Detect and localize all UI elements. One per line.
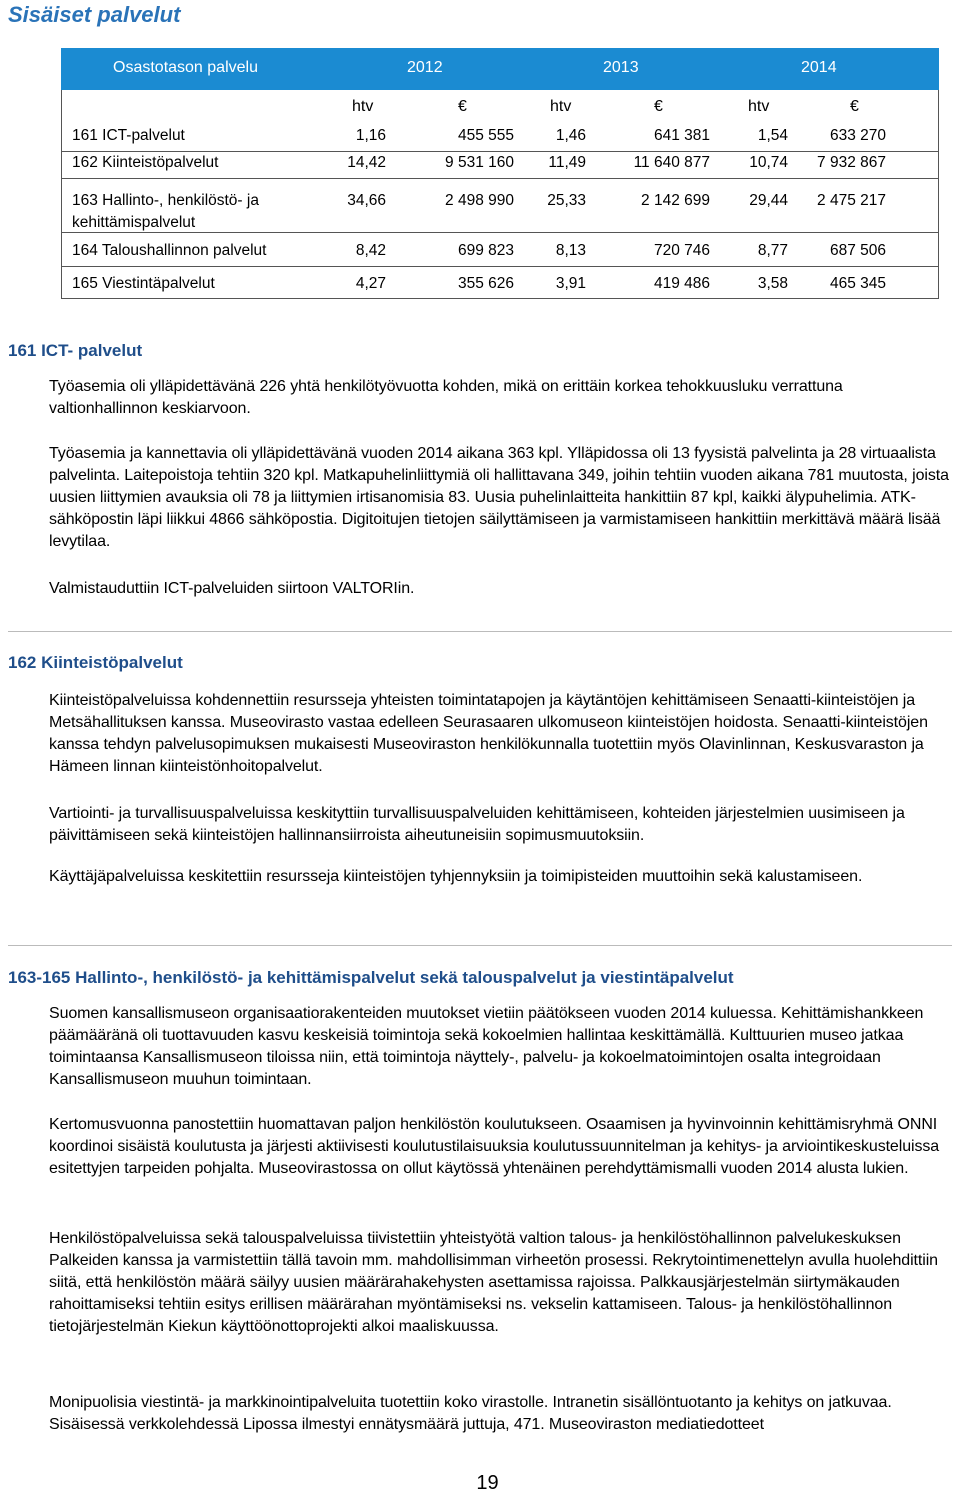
paragraph: Valmistauduttiin ICT-palveluiden siirtoon VALTORIin.: [49, 580, 415, 597]
cell-eur-2013: 641 381: [653, 127, 710, 144]
paragraph: Kiinteistöpalveluissa kohdennettiin resursseja yhteisten toimintatapojen ja käytäntöjen kehittämiseen Senaatti-kiinteistöjen ja Metsähallituksen kanssa. Museovirasto vastaa edelleen Seurasaaren ulkomuseon kiinteistöjen hoidosta. Senaatti-kiinteistöjen kanssa tehdyn palvelusopimuksen mukaisesti Museoviraston henkilökunnalla tuotettiin myös Olavinlinnan, Keskusvaraston ja Hämeen linnan kiinteistönhoitopalvelut.: [49, 692, 928, 775]
row-name: 165 Viestintäpalvelut: [72, 275, 215, 292]
paragraph: Kertomusvuonna panostettiin huomattavan paljon henkilöstön koulutukseen. Osaamisen ja hyvinvoinnin kehittämisryhmä ONNI koordinoi sisäistä koulutusta ja järjesti aktiivisesti koulutustilaisuuksia koulutussuunnitelman ja kehitys- ja arviointikeskusteluissa esitettyjen tarpeiden pohjalta. Museovirastossa on ollut käytössä yhtenäinen perehdyttämismalli vuoden 2014 alusta lukien.: [49, 1116, 940, 1177]
cell-eur-2014: 465 345: [829, 275, 886, 292]
unit-htv-2012: htv: [352, 98, 374, 115]
row-name: 164 Taloushallinnon palvelut: [72, 242, 267, 259]
cell-htv-2013: 3,91: [555, 275, 586, 292]
unit-eur-2013: €: [654, 98, 663, 115]
paragraph: Käyttäjäpalveluissa keskitettiin resursseja kiinteistöjen tyhjennyksiin ja toimipisteiden muuttoihin sekä kalustamiseen.: [49, 868, 863, 885]
cell-htv-2013: 1,46: [555, 127, 586, 144]
cell-htv-2014: 1,54: [757, 127, 788, 144]
page-title: Sisäiset palvelut: [8, 2, 181, 27]
cell-eur-2014: 687 506: [829, 242, 886, 259]
cell-eur-2013: 720 746: [653, 242, 710, 259]
cell-htv-2012: 8,42: [355, 242, 386, 259]
cell-htv-2013: 25,33: [547, 192, 586, 209]
header-2012: 2012: [407, 59, 443, 76]
cell-htv-2013: 11,49: [548, 154, 586, 171]
cell-htv-2012: 4,27: [355, 275, 386, 292]
unit-htv-2014: htv: [748, 98, 770, 115]
paragraph: Monipuolisia viestintä- ja markkinointipalveluita tuotettiin koko virastolle. Intranetin sisällöntuotanto ja kehitys on jatkuvaa. Sisäisessä verkkolehdessä Lipossa ilmestyi ennätysmäärä juttuja, 471. Museoviraston mediatiedotteet: [49, 1394, 892, 1433]
budget-table: [61, 48, 939, 299]
cell-eur-2014: 2 475 217: [817, 192, 886, 209]
row-name: 161 ICT-palvelut: [72, 127, 185, 144]
cell-htv-2012: 34,66: [347, 192, 386, 209]
section-heading-property: 162 Kiinteistöpalvelut: [8, 653, 183, 672]
units-row: [62, 98, 938, 120]
unit-eur-2014: €: [850, 98, 859, 115]
cell-htv-2012: 1,16: [355, 127, 386, 144]
unit-eur-2012: €: [458, 98, 467, 115]
cell-eur-2013: 11 640 877: [633, 154, 710, 171]
page-number: 19: [476, 1472, 499, 1494]
row-divider: [62, 151, 938, 152]
cell-eur-2012: 9 531 160: [445, 154, 514, 171]
cell-htv-2014: 8,77: [757, 242, 788, 259]
table-header-row: [61, 48, 939, 90]
paragraph: Henkilöstöpalveluissa sekä talouspalveluissa tiivistettiin yhteistyötä valtion talous- ja henkilöstöhallinnon palvelukeskuksen Palkeiden kanssa ja varmistettiin tällä tavoin mm. mahdollisimman virheetön prosessi. Rekrytointimenettelyn avulla huolehdittiin siitä, että henkilöstön määrä säilyy uusien määrärahakehysten asettamissa rajoissa. Palkkausjärjestelmän siirtymäkauden rahoittamiseksi tehtiin esitys erillisen määrärahan myöntämiseksi ns. vekselin kattamiseen. Talous- ja henkilöstöhallinnon tietojärjestelmän Kiekun käyttöönottoprojekti alkoi maaliskuussa.: [49, 1230, 938, 1335]
header-2013: 2013: [603, 59, 639, 76]
cell-eur-2012: 2 498 990: [445, 192, 514, 209]
cell-htv-2012: 14,42: [347, 154, 386, 171]
row-name-line2: kehittämispalvelut: [72, 214, 196, 231]
cell-htv-2014: 10,74: [749, 154, 788, 171]
row-divider: [62, 232, 938, 233]
cell-eur-2014: 633 270: [829, 127, 886, 144]
table-body: [61, 90, 939, 299]
row-name-line1: 163 Hallinto-, henkilöstö- ja: [72, 192, 259, 209]
row-divider: [62, 178, 938, 179]
section-divider: [8, 945, 952, 946]
cell-htv-2013: 8,13: [555, 242, 586, 259]
section-heading-ict: 161 ICT- palvelut: [8, 341, 143, 360]
cell-eur-2013: 419 486: [653, 275, 710, 292]
section-divider: [8, 631, 952, 632]
header-2014: 2014: [801, 59, 837, 76]
paragraph: Suomen kansallismuseon organisaatiorakenteiden muutokset vietiin päätökseen vuoden 2014 kuluessa. Kehittämishankkeen päämääränä oli tuottavuuden kasvu keskeisiä toimintoja sekä kokoelmien hallintaa keskittämällä. Kulttuurien museo jatkaa toimintaansa Kansallismuseon tiloissa niin, että toimintoja näyttely-, palvelu- ja kokoelmatoimintojen osalta integroidaan Kansallismuseon muuhun toimintaan.: [49, 1005, 924, 1088]
paragraph: Työasemia oli ylläpidettävänä 226 yhtä henkilötyövuotta kohden, mikä on erittäin korkea tehokkuusluku verrattuna valtionhallinnon keskiarvoon.: [49, 378, 843, 417]
cell-eur-2013: 2 142 699: [641, 192, 710, 209]
cell-htv-2014: 29,44: [749, 192, 788, 209]
cell-eur-2014: 7 932 867: [817, 154, 886, 171]
paragraph: Työasemia ja kannettavia oli ylläpidettävänä vuoden 2014 aikana 363 kpl. Ylläpidossa oli 13 fyysistä palvelinta ja 28 virtuaalista palvelinta. Laitepoistoja tehtiin 320 kpl. Matkapuhelinliittymiä oli hallittavana 349, joihin tehtiin vuoden aikana 781 muutosta, joista uusien liittymien avauksia oli 78 ja liittymien irtisanomisia 83. Uusia puhelinlaitteita hankittiin 87 kpl, kaikki älypuhelimia. ATK-sähköpostin läpi liikkui 4866 sähköpostia. Digitoitujen tietojen säilyttämiseen ja varmistamiseen hankittiin merkittävä määrä lisää levytilaa.: [49, 445, 949, 550]
row-name: 162 Kiinteistöpalvelut: [72, 154, 219, 171]
section-heading-admin: 163-165 Hallinto-, henkilöstö- ja kehittämispalvelut sekä talouspalvelut ja viestintäpalvelut: [8, 968, 734, 987]
header-service: Osastotason palvelu: [113, 59, 258, 76]
cell-eur-2012: 699 823: [457, 242, 514, 259]
cell-eur-2012: 455 555: [457, 127, 514, 144]
cell-htv-2014: 3,58: [757, 275, 788, 292]
unit-htv-2013: htv: [550, 98, 572, 115]
cell-eur-2012: 355 626: [457, 275, 514, 292]
paragraph: Vartiointi- ja turvallisuuspalveluissa keskityttiin turvallisuuspalveluiden kehittämiseen, kohteiden järjestelmien uusimiseen ja päivittämiseen sekä kiinteistöjen hallinnansiirroista aiheutuneisiin sopimusmuutoksiin.: [49, 805, 905, 844]
row-divider: [62, 266, 938, 267]
